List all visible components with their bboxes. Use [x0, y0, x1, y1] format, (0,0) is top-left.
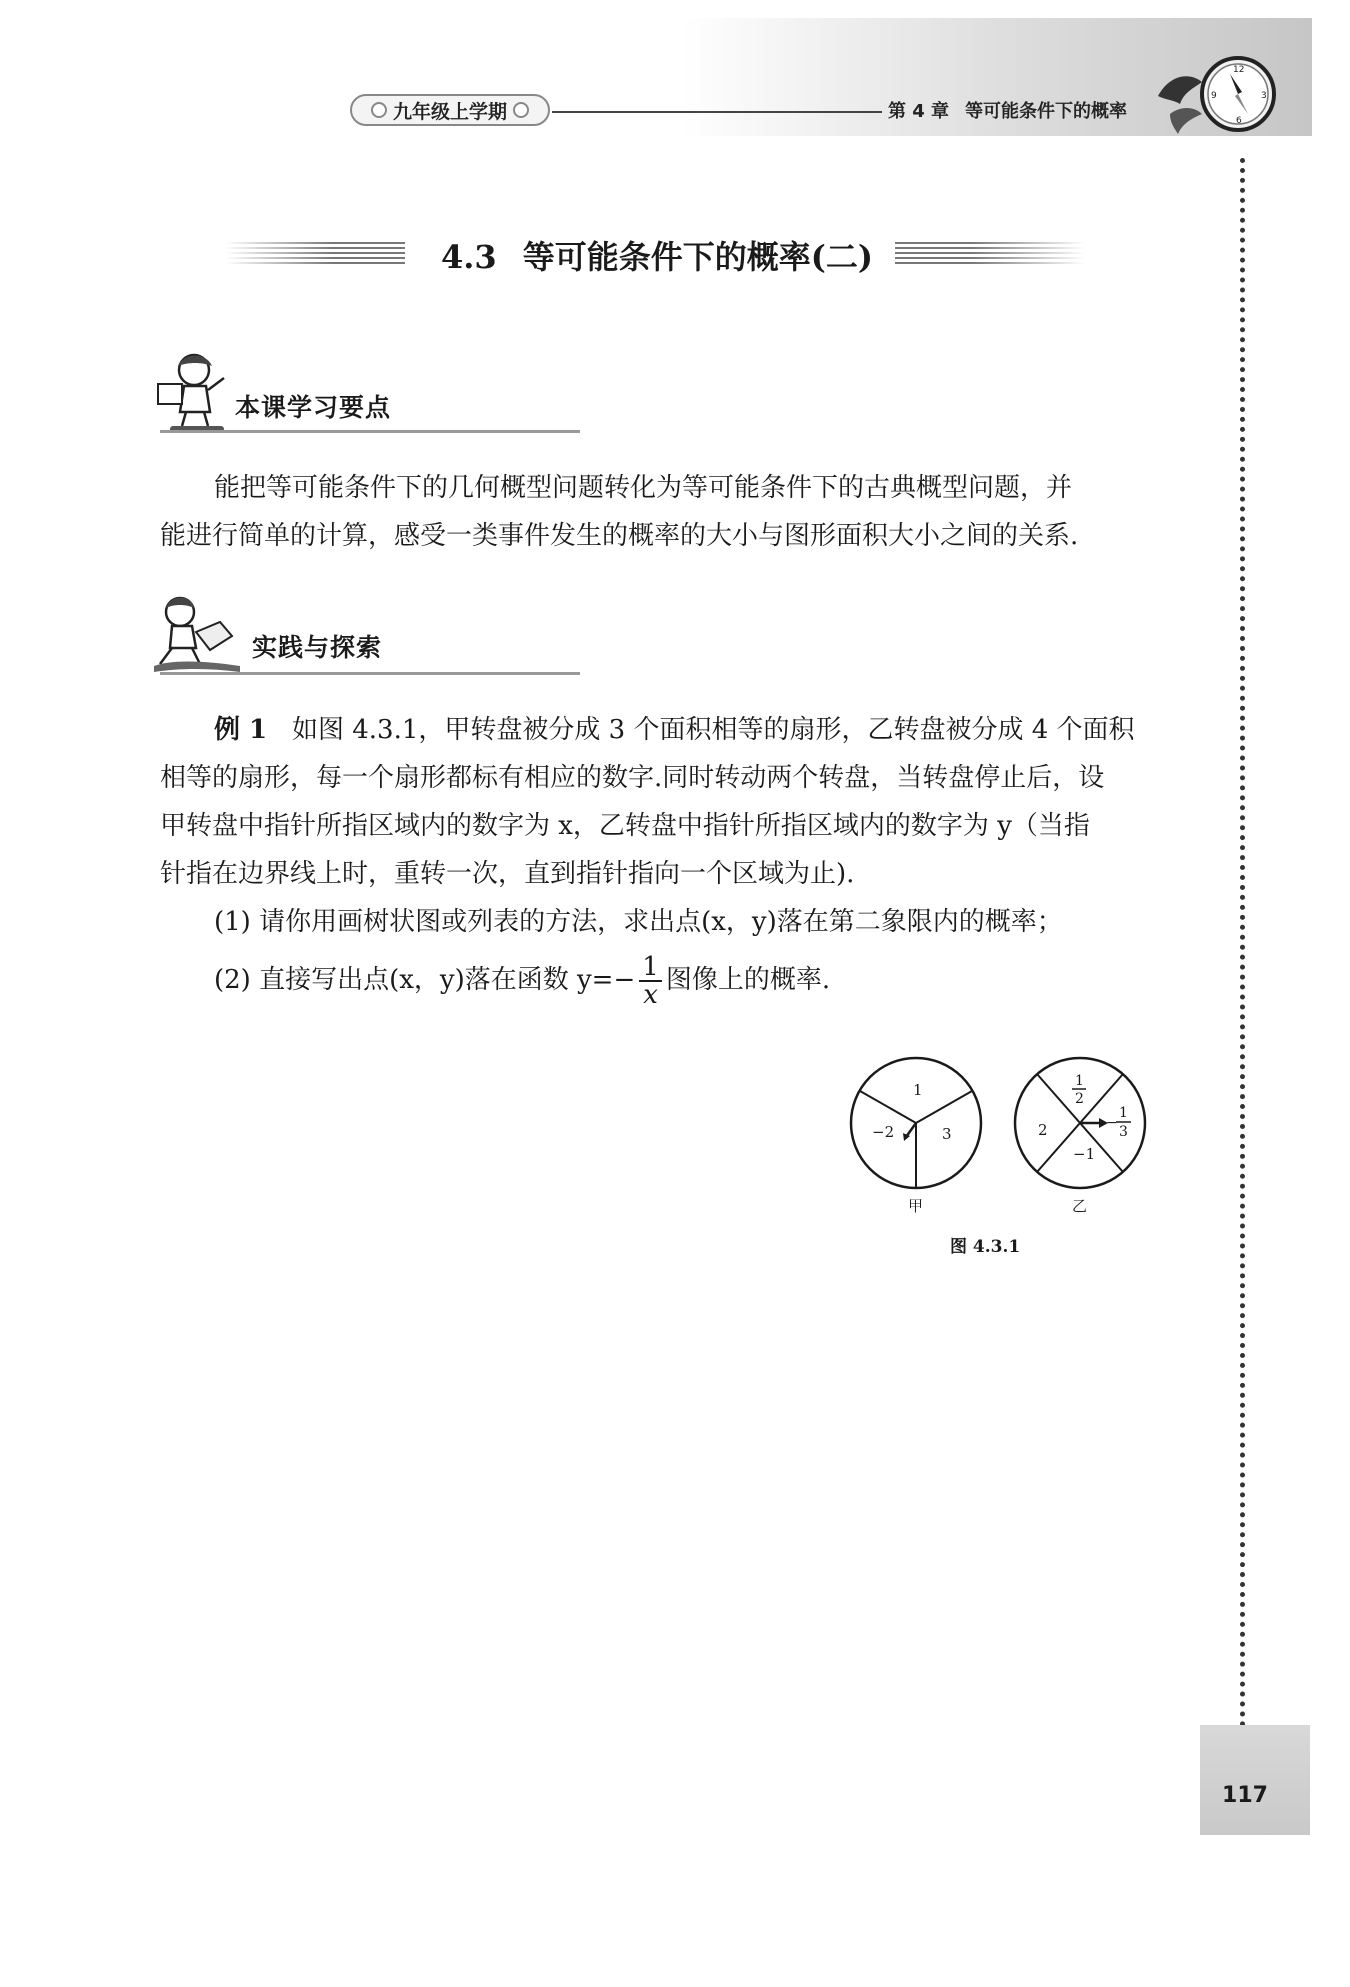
section-number: 4.3 — [441, 238, 497, 276]
page-number-box — [1200, 1725, 1310, 1835]
student-reading-icon — [150, 348, 240, 438]
example-line: 针指在边界线上时，重转一次，直到指针指向一个区域为止). — [160, 859, 855, 889]
fraction-denominator: x — [643, 980, 658, 1010]
practice-header — [150, 592, 450, 682]
spinner-b-sector-label: 1 — [1075, 1073, 1084, 1089]
svg-text:12: 12 — [1233, 65, 1245, 75]
svg-text:3: 3 — [1261, 91, 1267, 101]
question-2-before: (2) 直接写出点(x，y)落在函数 y=− — [214, 965, 636, 995]
example-line-text: 如图 4.3.1，甲转盘被分成 3 个面积相等的扇形，乙转盘被分成 4 个面积 — [291, 715, 1135, 745]
key-points-text — [160, 464, 1150, 560]
spinner-a-sector-label: 3 — [942, 1125, 952, 1143]
spinner-b-sector-label: −1 — [1073, 1145, 1096, 1163]
student-sliding-icon — [150, 592, 245, 682]
spinner-b-sector-label: 2 — [1075, 1091, 1084, 1107]
svg-text:6: 6 — [1236, 116, 1242, 126]
question-1: (1) 请你用画树状图或列表的方法，求出点(x，y)落在第二象限内的概率； — [214, 907, 1063, 937]
fraction — [639, 954, 662, 1008]
question-2-after: 图像上的概率. — [665, 965, 831, 995]
key-points-underline — [160, 430, 580, 433]
spinner-a-label: 甲 — [908, 1197, 924, 1215]
svg-text:9: 9 — [1211, 91, 1217, 101]
badge-dot-left — [371, 102, 387, 118]
example-line: 相等的扇形，每一个扇形都标有相应的数字.同时转动两个转盘，当转盘停止后，设 — [160, 763, 1105, 793]
spinner-b-sector-label: − — [1106, 1115, 1118, 1131]
section-title-row — [225, 228, 1055, 278]
badge-dot-right — [513, 102, 529, 118]
grade-badge — [350, 94, 550, 126]
title-decoration-right — [895, 242, 1085, 264]
fraction-numerator: 1 — [639, 954, 662, 982]
spinner-b — [1015, 1058, 1145, 1215]
key-points-header — [150, 348, 450, 438]
key-points-line: 能进行简单的计算，感受一类事件发生的概率的大小与图形面积大小之间的关系. — [160, 521, 1079, 551]
example-line: 甲转盘中指针所指区域内的数字为 x，乙转盘中指针所指区域内的数字为 y（当指 — [160, 811, 1090, 841]
question-2 — [160, 954, 1150, 1008]
page-dotted-border — [1240, 158, 1245, 1728]
example-label: 例 1 — [214, 715, 268, 745]
spinner-figure — [840, 1055, 1160, 1255]
title-decoration-left — [225, 242, 405, 264]
grade-label: 九年级上学期 — [392, 100, 507, 123]
spinner-b-sector-label: 2 — [1038, 1121, 1048, 1139]
section-title — [417, 232, 897, 278]
practice-heading: 实践与探索 — [252, 633, 383, 662]
page-number: 117 — [1222, 1783, 1268, 1808]
chapter-title: 等可能条件下的概率 — [965, 101, 1128, 122]
key-points-heading: 本课学习要点 — [235, 393, 392, 422]
chapter-heading — [888, 97, 1127, 123]
spinner-a-sector-label: −2 — [872, 1123, 895, 1141]
runner-clock-icon — [1150, 44, 1280, 144]
key-points-line: 能把等可能条件下的几何概型问题转化为等可能条件下的古典概型问题，并 — [214, 473, 1073, 503]
spinner-a — [851, 1058, 981, 1215]
example-text — [160, 706, 1150, 1008]
practice-underline — [160, 672, 580, 675]
spinner-b-label: 乙 — [1072, 1197, 1088, 1215]
spinner-a-sector-label: 1 — [913, 1081, 923, 1099]
example-line — [160, 706, 1150, 754]
chapter-number: 第 4 章 — [888, 101, 950, 122]
spinner-b-sector-label: 1 — [1119, 1105, 1128, 1121]
header-rule — [552, 111, 882, 113]
figure-caption: 图 4.3.1 — [950, 1237, 1021, 1257]
section-title-text: 等可能条件下的概率(二) — [522, 238, 873, 276]
spinner-b-sector-label: 3 — [1119, 1124, 1128, 1140]
